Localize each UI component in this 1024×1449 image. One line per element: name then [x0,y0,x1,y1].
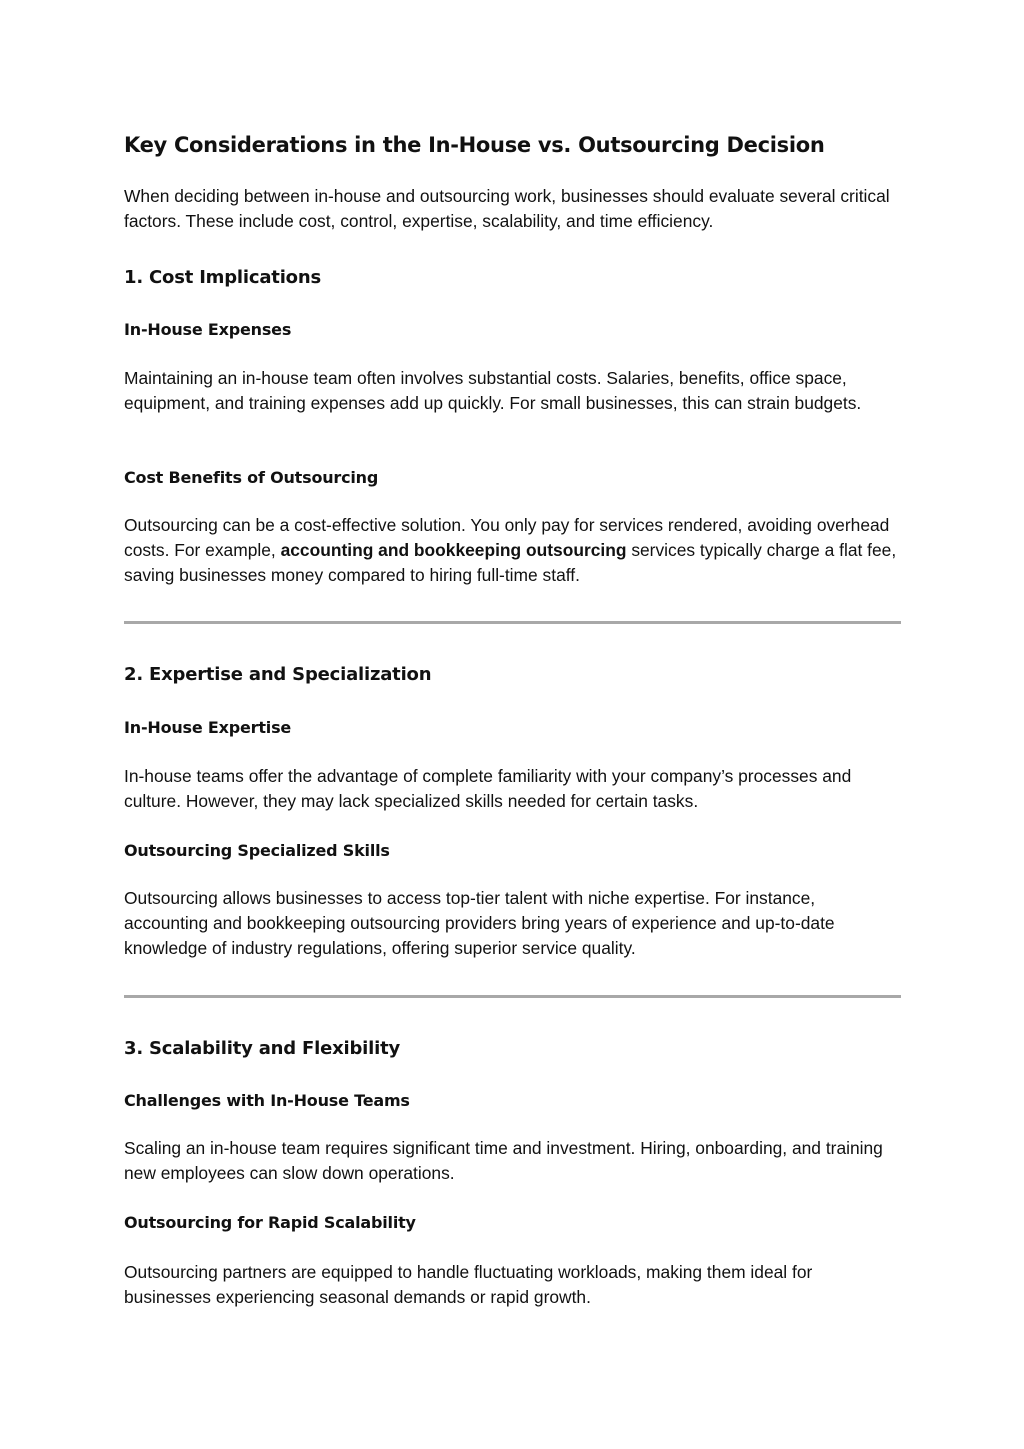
bold-keyword: accounting and bookkeeping outsourcing [280,540,627,560]
section-divider [124,621,901,624]
section-divider [124,995,901,998]
page-title: Key Considerations in the In-House vs. Outsourcing Decision [124,133,825,157]
section-heading-cost: 1. Cost Implications [124,267,321,288]
subheading-outsourcing-specialized-skills: Outsourcing Specialized Skills [124,841,390,860]
intro-paragraph: When deciding between in-house and outsourcing work, businesses should evaluate several critical factors. These include cost, control, expertise, scalability, and time efficiency. [124,186,890,231]
paragraph-cost-benefits-outsourcing [124,513,904,588]
subheading-outsourcing-rapid-scalability: Outsourcing for Rapid Scalability [124,1213,416,1232]
paragraph-text: Outsourcing can be a cost-effective solution. You only pay for services rendered, avoiding overhead costs. For example, [124,515,890,560]
subheading-cost-benefits-outsourcing: Cost Benefits of Outsourcing [124,468,379,487]
paragraph-outsourcing-rapid-scalability: Outsourcing partners are equipped to handle fluctuating workloads, making them ideal for businesses experiencing seasonal demands or rapid growth. [124,1262,813,1307]
paragraph-outsourcing-specialized-skills: Outsourcing allows businesses to access top-tier talent with niche expertise. For instance, accounting and bookkeeping outsourcing providers bring years of experience and up-to-date knowledge of industry regulations, offering superior service quality. [124,888,835,958]
section-heading-scalability: 3. Scalability and Flexibility [124,1038,401,1059]
subheading-in-house-expenses: In-House Expenses [124,320,292,339]
paragraph-challenges-in-house: Scaling an in-house team requires significant time and investment. Hiring, onboarding, and training new employees can slow down operations. [124,1138,883,1183]
section-heading-expertise: 2. Expertise and Specialization [124,664,432,685]
paragraph-in-house-expenses: Maintaining an in-house team often involves substantial costs. Salaries, benefits, office space, equipment, and training expenses add up quickly. For small businesses, this can strain budgets. [124,368,862,413]
paragraph-in-house-expertise: In-house teams offer the advantage of complete familiarity with your company’s processes and culture. However, they may lack specialized skills needed for certain tasks. [124,766,852,811]
subheading-challenges-in-house: Challenges with In-House Teams [124,1091,410,1110]
subheading-in-house-expertise: In-House Expertise [124,718,292,737]
paragraph-text: services typically charge a flat fee, saving businesses money compared to hiring full-time staff. [124,540,897,585]
